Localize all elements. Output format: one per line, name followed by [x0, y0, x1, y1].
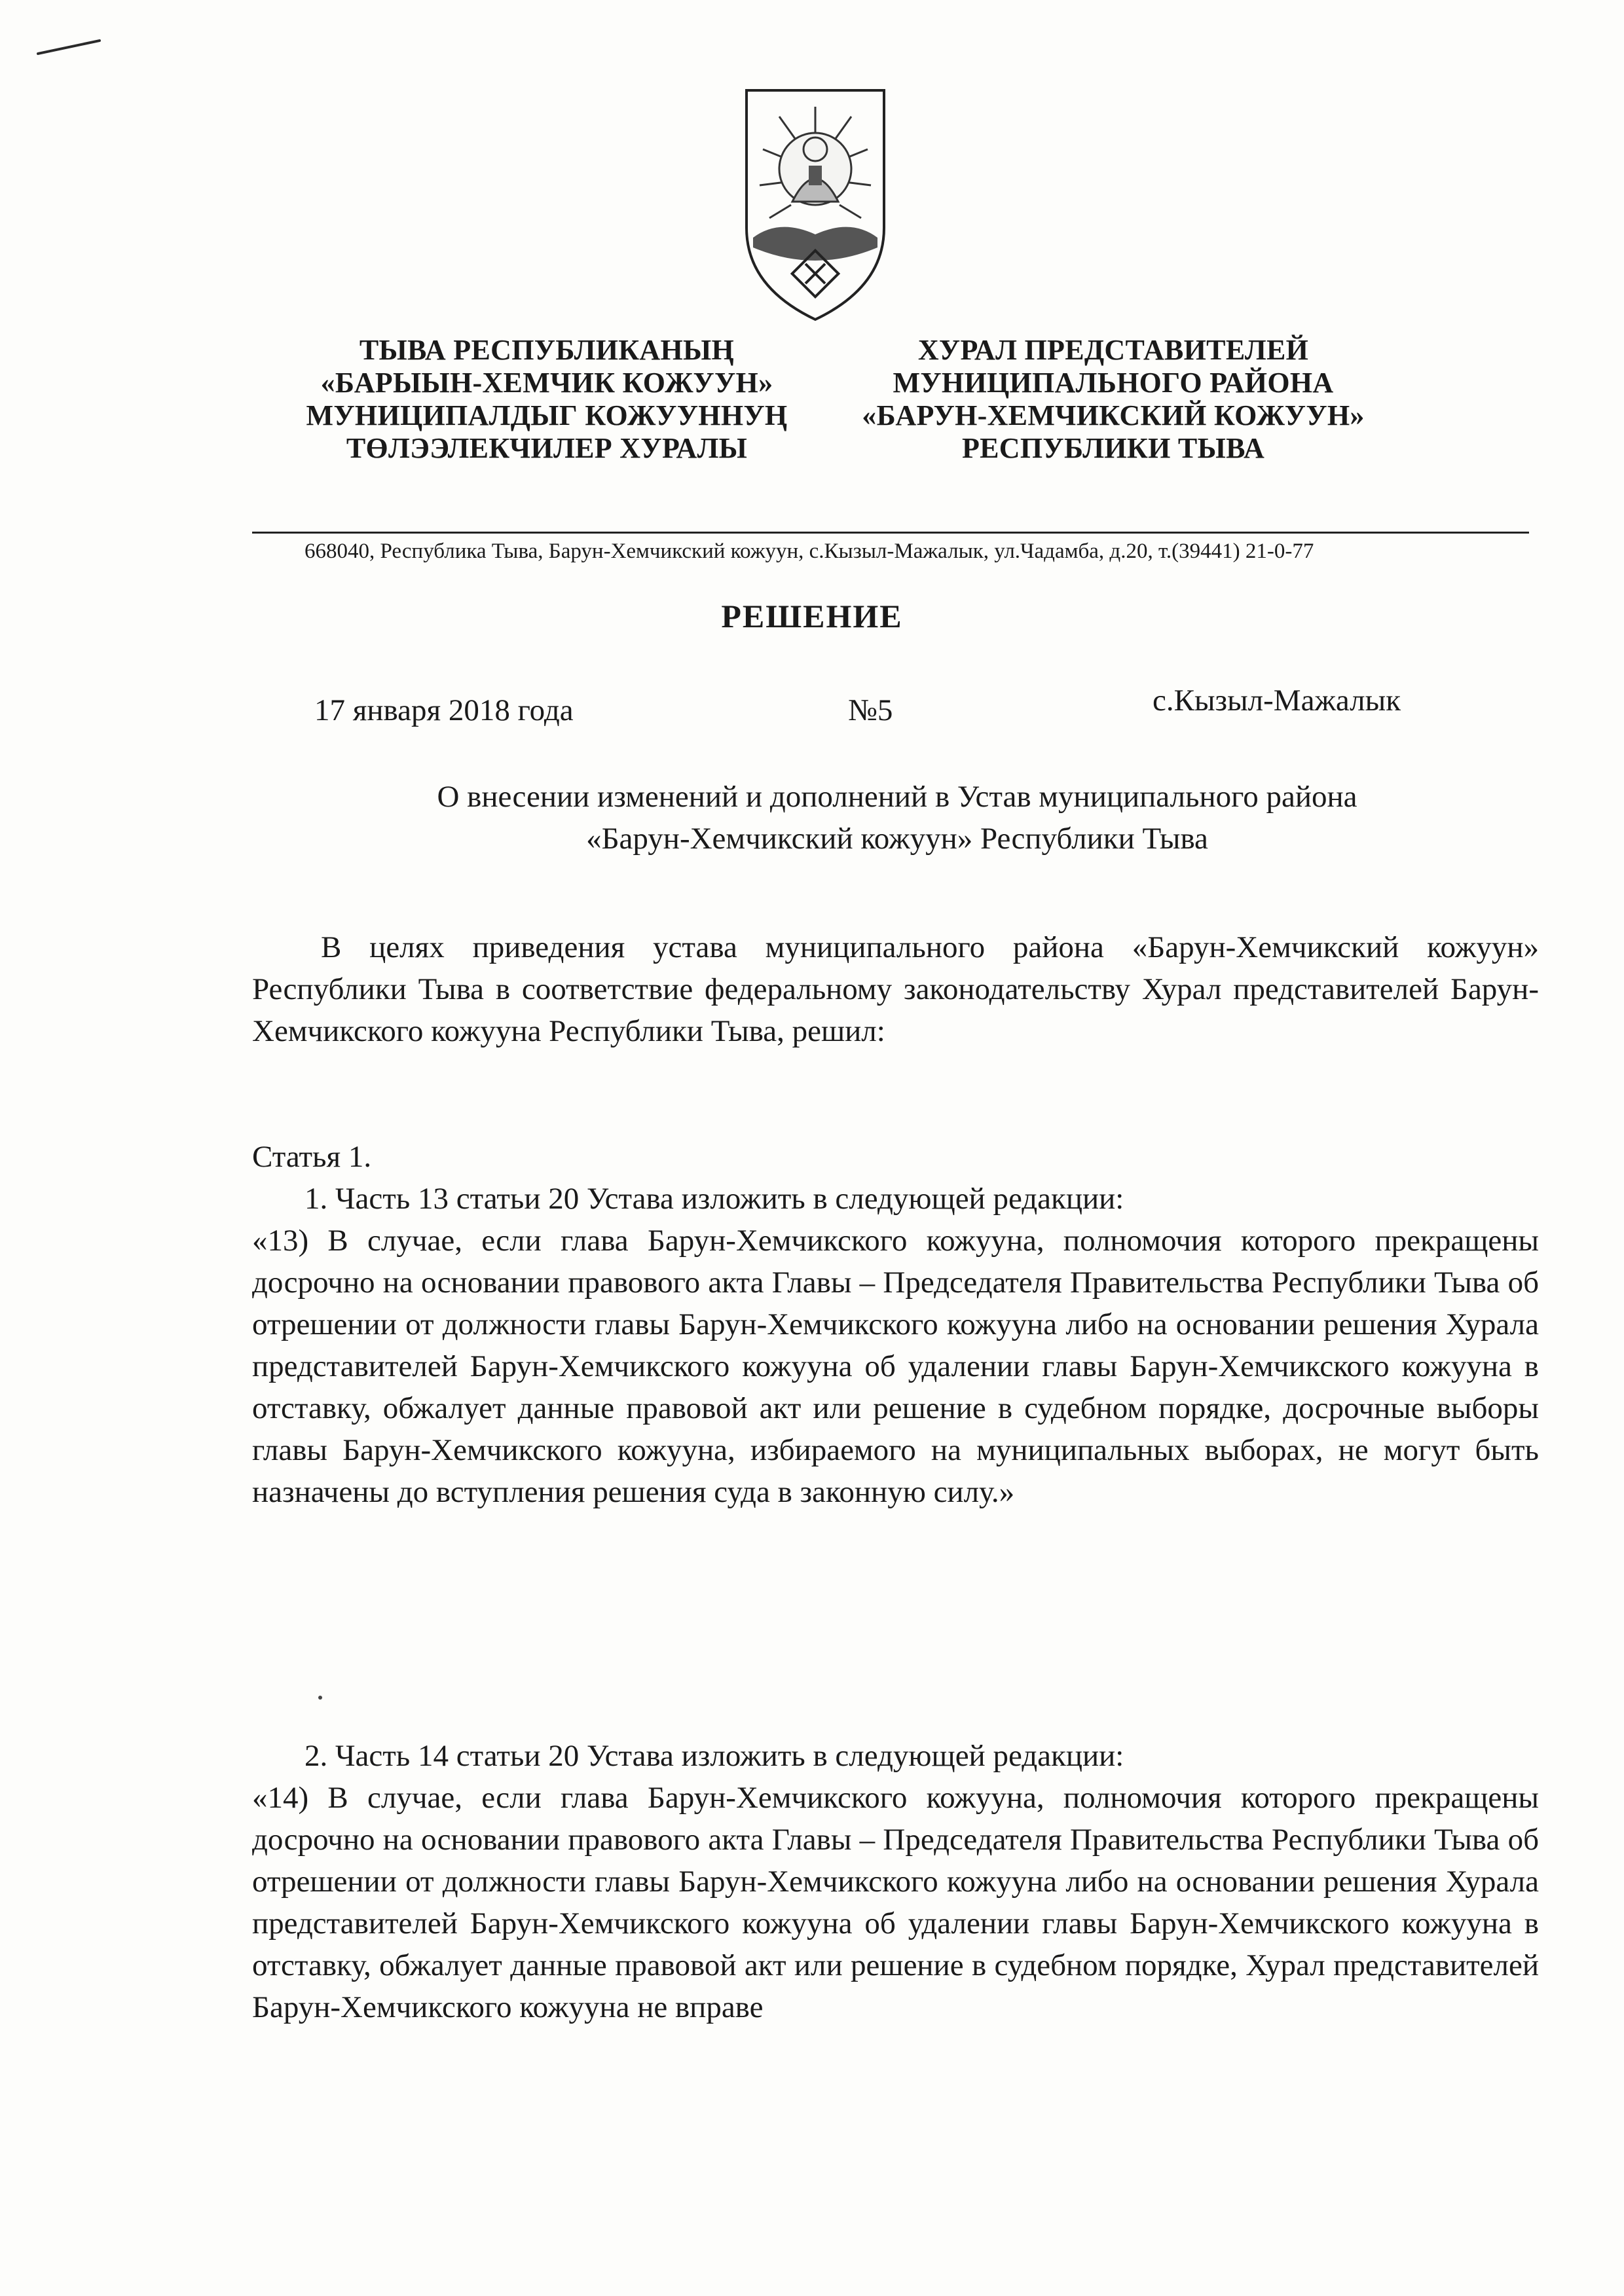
- header-tuvan-line: ТЫВА РЕСПУБЛИКАНЫҢ: [359, 334, 735, 366]
- article-heading: Статья 1.: [252, 1140, 372, 1174]
- item-2-heading: 2. Часть 14 статьи 20 Устава изложить в следующей редакции:: [304, 1739, 1124, 1773]
- header-tuvan-line: ТӨЛЭЭЛЕКЧИЛЕР ХУРАЛЫ: [346, 432, 748, 464]
- decision-subject: [255, 776, 1539, 860]
- item-1-text: «13) В случае, если глава Барун-Хемчикского кожууна, полномочия которого прекращены досрочно на основании правового акта Главы – Председателя Правительства Республики Тыва об отрешении от должности главы Барун-Хемчикского кожууна либо на основании решения Хурала представителей Барун-Хемчикского кожууна об удалении главы Барун-Хемчикского кожууна в отставку, обжалует данные правовой акт или решение в судебном порядке, досрочные выборы главы Барун-Хемчикского кожууна, избираемого на муниципальных выборах, не могут быть назначены до вступления решения суда в законную силу.»: [252, 1224, 1539, 1509]
- pen-mark: [37, 39, 101, 56]
- header-divider: [252, 532, 1529, 534]
- decision-number: №5: [848, 693, 893, 727]
- header-tuvan-line: МУНИЦИПАЛДЫГ КОЖУУННУҢ: [306, 399, 788, 431]
- header-russian: [841, 334, 1385, 465]
- document-title: РЕШЕНИЕ: [721, 598, 903, 634]
- decision-place: с.Кызыл-Мажалык: [1153, 683, 1401, 718]
- header-russian-line: «БАРУН-ХЕМЧИКСКИЙ КОЖУУН»: [862, 399, 1365, 431]
- address-line: 668040, Республика Тыва, Барун-Хемчикский кожуун, с.Кызыл-Мажалык, ул.Чадамба, д.20, т.(39441) 21-0-77: [304, 539, 1314, 563]
- intro-paragraph: В целях приведения устава муниципального района «Барун-Хемчикский кожуун» Республики Тыва в соответствие федеральному законодательству Хурал представителей Барун-Хемчикского кожууна Республики Тыва, решил:: [252, 930, 1539, 1048]
- stray-dot: [318, 1696, 322, 1700]
- item-1-heading: 1. Часть 13 статьи 20 Устава изложить в следующей редакции:: [304, 1182, 1124, 1216]
- header-russian-line: РЕСПУБЛИКИ ТЫВА: [961, 432, 1265, 464]
- header-russian-line: МУНИЦИПАЛЬНОГО РАЙОНА: [893, 367, 1334, 399]
- coat-of-arms-icon: [740, 77, 891, 326]
- subject-line: «Барун-Хемчикский кожуун» Республики Тыва: [586, 822, 1208, 856]
- item-2-text: «14) В случае, если глава Барун-Хемчикского кожууна, полномочия которого прекращены досрочно на основании правового акта Главы – Председателя Правительства Республики Тыва об отрешении от должности главы Барун-Хемчикского кожууна либо на основании решения Хурала представителей Барун-Хемчикского кожууна об удалении главы Барун-Хемчикского кожууна в отставку, обжалует данные правовой акт или решение в судебном порядке, Хурал представителей Барун-Хемчикского кожууна не вправе: [252, 1781, 1539, 2024]
- subject-line: О внесении изменений и дополнений в Устав муниципального района: [437, 780, 1357, 814]
- header-tuvan-line: «БАРЫЫН-ХЕМЧИК КОЖУУН»: [320, 367, 773, 399]
- decision-date: 17 января 2018 года: [314, 693, 574, 727]
- header-russian-line: ХУРАЛ ПРЕДСТАВИТЕЛЕЙ: [917, 334, 1309, 366]
- header-tuvan: [259, 334, 835, 465]
